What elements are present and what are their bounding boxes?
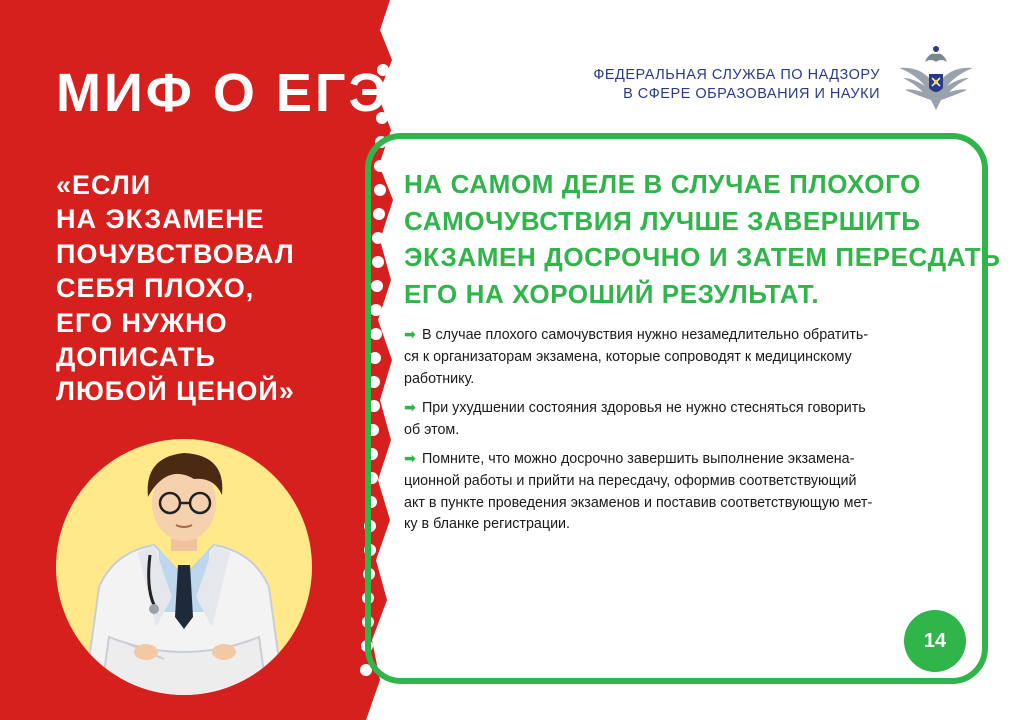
agency-name [593,66,880,104]
double-headed-eagle-emblem-icon [895,44,977,114]
myth-quote-line: НА ЭКЗАМЕНЕ [56,204,265,235]
arrow-right-icon: ➡ [404,327,416,343]
bullet-text-line: работнику. [404,370,475,387]
bullet-item [404,325,957,390]
bullet-text-line: Помните, что можно досрочно завершить выполнение экзамена- [421,450,855,467]
tie [175,565,193,629]
myth-quote-line: ПОЧУВСТВОВАЛ [56,238,295,269]
doctor-illustration [54,437,314,697]
myth-quote-line: «ЕСЛИ [56,170,152,200]
arrow-right-icon: ➡ [404,399,416,416]
fact-heading-line: ЭКЗАМЕН ДОСРОЧНО И ЗАТЕМ ПЕРЕСДАТЬ [404,242,1001,272]
fact-heading-line: САМОЧУВСТВИЯ ЛУЧШЕ ЗАВЕРШИТЬ [404,205,921,236]
myth-quote-line: СЕБЯ ПЛОХО, [56,273,255,304]
myth-title: МИФ О ЕГЭ [56,63,390,123]
agency-name-line: ФЕДЕРАЛЬНАЯ СЛУЖБА ПО НАДЗОРУ [593,67,880,83]
bullet-list [404,325,957,544]
bullet-text-line: При ухудшении состояния здоровья не нужно стесняться говорить [421,399,866,416]
agency-name-line: В СФЕРЕ ОБРАЗОВАНИЯ И НАУКИ [623,86,880,102]
arrow-right-icon: ➡ [404,450,416,467]
myth-quote-line: ЛЮБОЙ ЦЕНОЙ» [56,376,295,407]
bullet-item [404,398,957,442]
bullet-text-line: ционной работы и прийти на пересдачу, оформив соответствующий [404,472,857,489]
myth-quote-line: ЕГО НУЖНО [56,307,228,338]
bullet-item [404,449,957,536]
fact-heading-line: ЕГО НА ХОРОШИЙ РЕЗУЛЬТАТ. [404,278,820,309]
myth-quote [56,168,356,409]
bullet-text-line: ся к организаторам экзамена, которые сопроводят к медицинскому [404,348,852,365]
fact-heading-line: НА САМОМ ДЕЛЕ В СЛУЧАЕ ПЛОХОГО [404,169,921,199]
bullet-text-line: об этом. [404,421,460,438]
page-number-badge: 14 [904,610,966,672]
fact-heading [404,166,1001,312]
bullet-text-line: ку в бланке регистрации. [404,516,571,533]
bullet-text-line: акт в пункте проведения экзаменов и поставив соответствующую мет- [404,494,873,511]
bullet-text-line: В случае плохого самочувствия нужно незамедлительно обратить- [421,327,869,343]
myth-quote-line: ДОПИСАТЬ [56,342,216,373]
